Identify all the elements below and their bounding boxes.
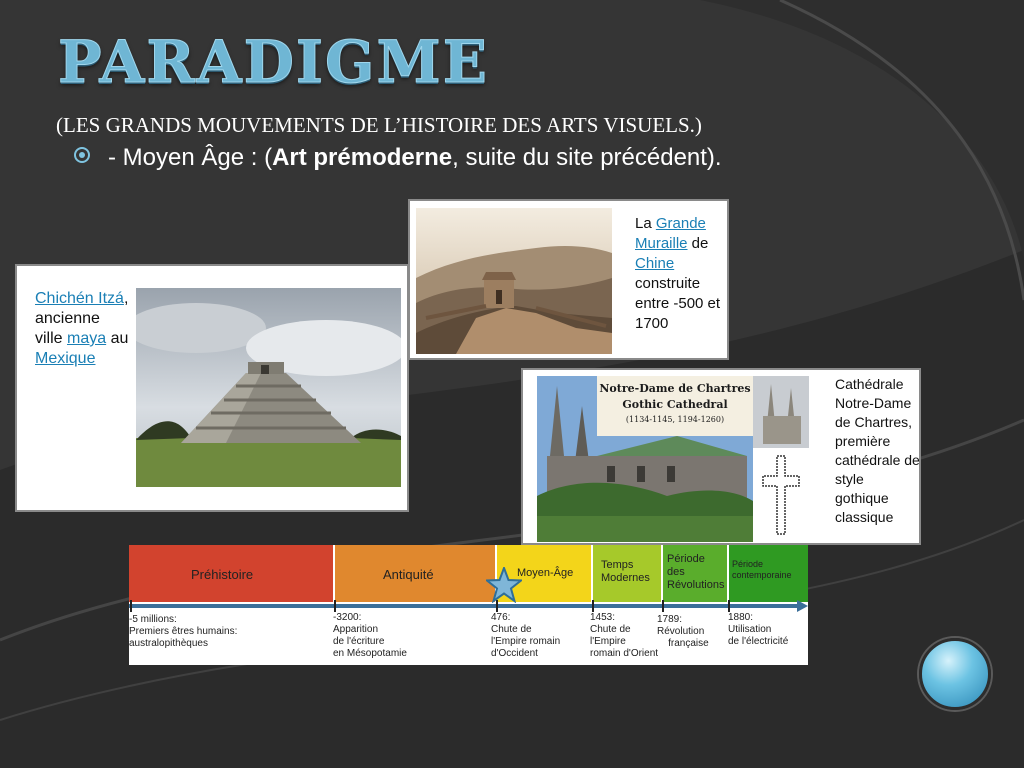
timeline-segment-antiquite [335, 545, 497, 602]
segment-label: Préhistoire [191, 567, 254, 582]
segment-label: Période contemporaine [732, 559, 792, 580]
timeline-segment-temps-modernes [593, 545, 663, 602]
timeline-event: 1880: Utilisation de l'électricité [728, 612, 789, 647]
great-wall-frame [408, 199, 729, 360]
segment-label: Période des Révolutions [667, 553, 725, 591]
poster-dates: (1134-1145, 1194-1260) [625, 415, 725, 424]
timeline-segment-prehistoire [129, 545, 335, 602]
timeline-segment-revolutions [663, 545, 729, 602]
great-wall-caption [635, 214, 730, 334]
chichen-caption-mid: , ancienne ville [35, 290, 129, 347]
slide-title: PARADIGME [58, 28, 489, 96]
history-timeline [129, 545, 808, 665]
chichen-itza-caption [35, 289, 130, 369]
poster-title-1: Notre-Dame de Chartres [599, 382, 751, 395]
chine-link[interactable]: Chine [635, 255, 675, 272]
timeline-segment-contemporaine [729, 545, 808, 602]
chartres-frame [521, 368, 921, 545]
mexique-link[interactable]: Mexique [35, 350, 96, 367]
bullet-suffix: , suite du site précédent). [452, 144, 722, 171]
timeline-event: 476: Chute de l'Empire romain d'Occident [491, 612, 561, 659]
timeline-event: -3200: Apparition de l'écriture en Mésopotamie [333, 612, 407, 659]
segment-label: Antiquité [383, 567, 434, 582]
slide-subtitle: (LES GRANDS MOUVEMENTS DE L’HISTOIRE DES ARTS VISUELS.) [56, 113, 702, 137]
chichen-itza-frame [15, 264, 409, 512]
bullet-bold: Art prémoderne [272, 144, 453, 171]
chichen-itza-link[interactable]: Chichén Itzá [35, 290, 124, 307]
timeline-event: 1789: Révolution française [657, 614, 709, 649]
chartres-caption: Cathédrale Notre-Dame de Chartres, première cathédrale de style gothique classique [835, 376, 920, 525]
navigation-round-button[interactable] [919, 638, 991, 710]
great-wall-caption-post: construite entre -500 et 1700 [635, 275, 721, 332]
poster-title-2: Gothic Cathedral [622, 398, 728, 411]
star-marker-icon [486, 567, 522, 603]
bullet-circle-icon [74, 147, 90, 163]
timeline-event: -5 millions: Premiers êtres humains: australopithèques [129, 614, 238, 649]
segment-label: Moyen-Âge [517, 567, 574, 579]
timeline-event: 1453: Chute de l'Empire romain d'Orient [590, 612, 659, 659]
bullet-prefix: - Moyen Âge : ( [108, 144, 273, 171]
great-wall-caption-pre: La [635, 215, 656, 232]
great-wall-photo [416, 208, 612, 354]
bullet-line [74, 144, 722, 172]
timeline-axis [129, 600, 808, 612]
chichen-itza-photo [136, 288, 401, 487]
segment-label: Temps Modernes [601, 559, 650, 584]
great-wall-caption-mid: de [687, 235, 709, 252]
chartres-poster [537, 376, 809, 542]
chichen-caption-mid2: au [106, 330, 129, 347]
maya-link[interactable]: maya [67, 330, 107, 347]
grande-muraille-link[interactable]: Grande Muraille [635, 215, 706, 252]
